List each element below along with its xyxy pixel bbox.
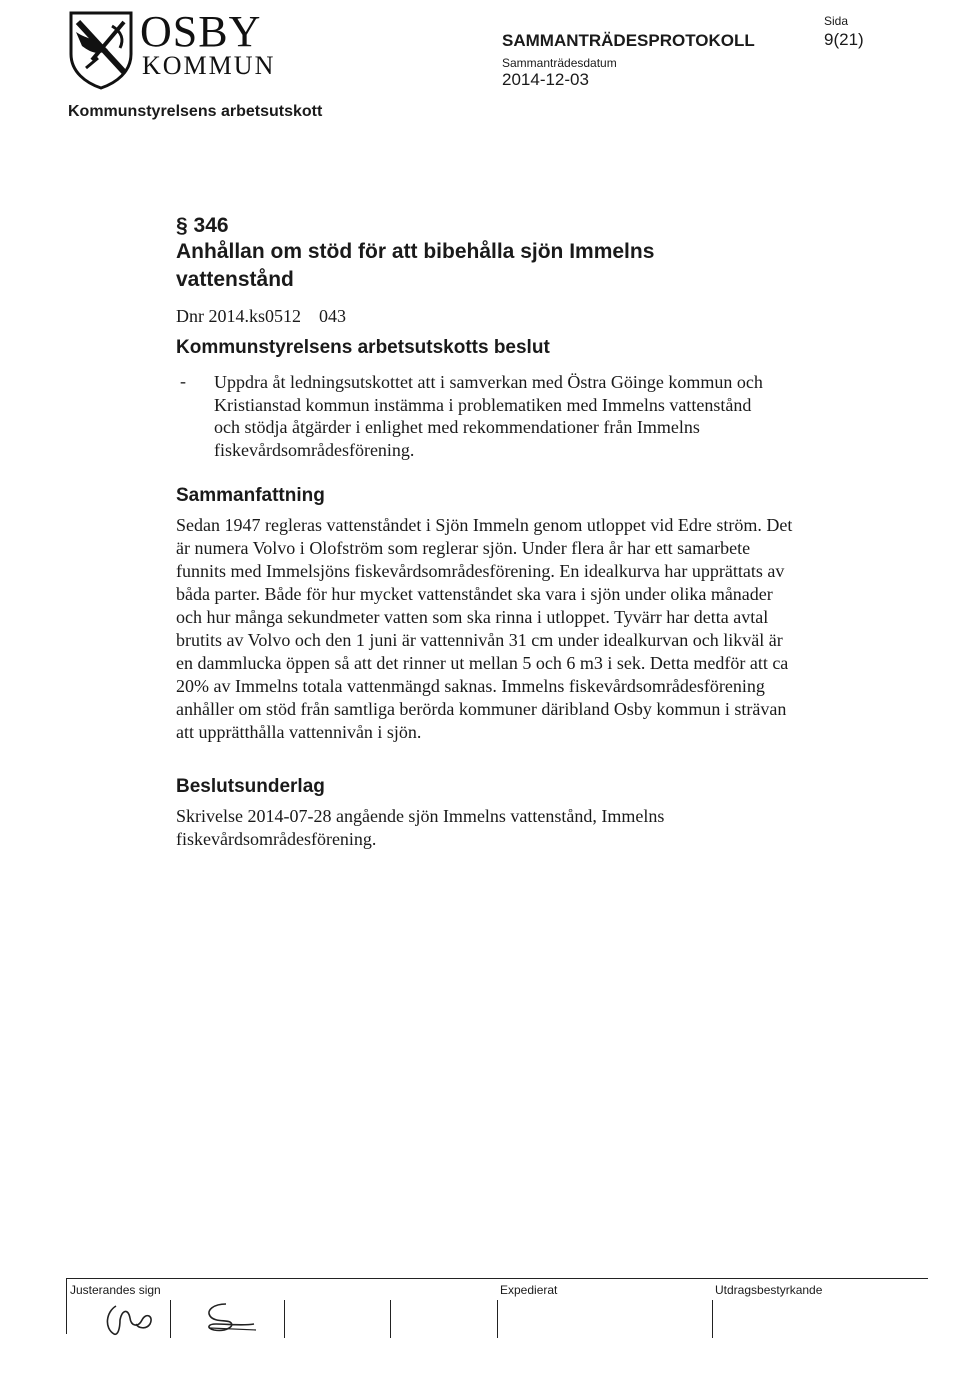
summary-text: Sedan 1947 regleras vattenståndet i Sjön Immeln genom utloppet vid Edre ström. Det är numera Volvo i Olofström som reglerar sjön. Under flera år har ett samarbete funnits med Immelsjöns fiskevårdsområdesförening. En idealkurva har upprättats av båda parter. Både för hur mycket vattenståndet ska vara i sjön under olika månader och hur många sekundmeter vatten som ska rinna i utloppet. Tyvärr har detta avtal brutits av Volvo och den 1 juni är vattennivån 31 cm under idealkurvan och likväl är en dammlucka öppen så att det rinner ut mellan 5 och 6 m3 i sek. Detta medför att ca 20% av Immelns totala vattenmängd saknas. Immelns fiskevårdsområdesförening anhåller om stöd från samtliga berörda kommuner däribland Osby kommun i strävan att upprätthålla vattennivån i sjön. [176,515,793,742]
decision-text: Uppdra åt ledningsutskottet att i samverkan med Östra Göinge kommun och Kristianstad kommun instämma i problematiken med Immelns vattenstånd och stödja åtgärder i enlighet med rekommendationer från Immelns fiskevårdsområdesförening. [214,372,763,460]
handwritten-signature [196,1298,268,1336]
signature-divider [170,1300,171,1338]
decision-bullet: - [180,371,186,391]
meeting-date-label: Sammanträdesdatum [502,56,617,70]
handwritten-signature [98,1298,164,1338]
page-label: Sida [824,14,849,28]
osby-crest-logo [68,10,134,90]
decision-heading: Kommunstyrelsens arbetsutskotts beslut [176,337,550,358]
footer-divider [66,1278,928,1279]
page-number: 9(21) [824,30,864,49]
signature-divider [284,1300,285,1338]
extract-label: Utdragsbestyrkande [715,1283,823,1297]
meeting-date: 2014-12-03 [502,70,589,89]
committee-name: Kommunstyrelsens arbetsutskott [68,103,323,120]
dispatched-label: Expedierat [500,1283,558,1297]
diary-number: Dnr 2014.ks0512 043 [176,306,346,326]
logo-name: OSBY [140,7,262,56]
signature-divider [497,1300,498,1338]
section-number: § 346 [176,214,229,237]
signature-divider [390,1300,391,1338]
signature-divider [712,1300,713,1338]
footer-left-border [66,1278,67,1334]
section-title: Anhållan om stöd för att bibehålla sjön Immelns vattenstånd [176,240,655,291]
document-type: SAMMANTRÄDESPROTOKOLL [502,31,755,50]
basis-heading: Beslutsunderlag [176,776,325,797]
signer-label: Justerandes sign [70,1283,161,1297]
summary-heading: Sammanfattning [176,485,325,506]
basis-text: Skrivelse 2014-07-28 angående sjön Immelns vattenstånd, Immelns fiskevårdsområdesförening. [176,806,665,849]
logo-subtitle: KOMMUN [142,51,276,80]
